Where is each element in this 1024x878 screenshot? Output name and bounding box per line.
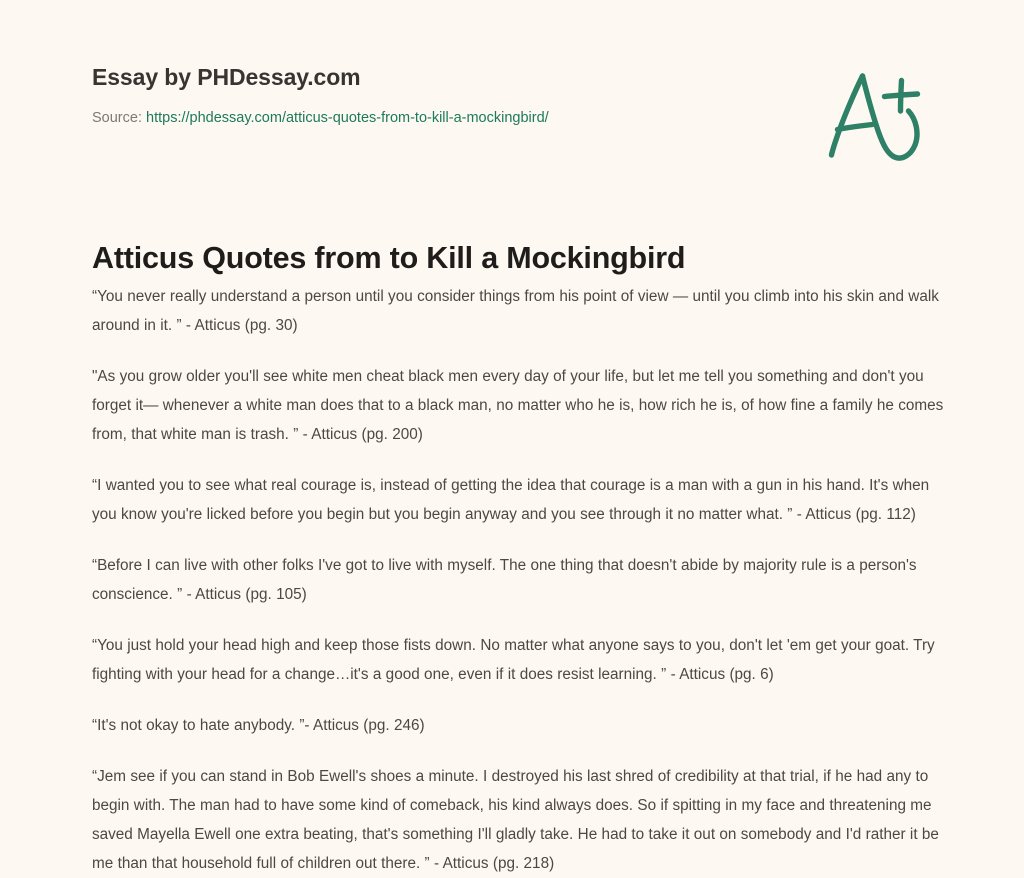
- document-body: [92, 282, 947, 878]
- brand-byline: Essay by PHDessay.com: [92, 64, 361, 90]
- page-title: Atticus Quotes from to Kill a Mockingbird: [92, 241, 686, 276]
- source-url-link[interactable]: https://phdessay.com/atticus-quotes-from-to-kill-a-mockingbird/: [146, 109, 549, 126]
- source-label: Source:: [92, 109, 142, 126]
- quote-paragraph: “Jem see if you can stand in Bob Ewell's shoes a minute. I destroyed his last shred of credibility at that trial, if he had any to begin with. The man had to have some kind of comeback, his kind always does. So if spitting in my face and threatening me saved Mayella Ewell one extra beating, that's something I'll gladly take. He had to take it out on somebody and I'd rather it be me than that household full of children out there. ” - Atticus (pg. 218): [92, 768, 939, 872]
- quote-paragraph: “I wanted you to see what real courage is, instead of getting the idea that courage is a man with a gun in his hand. It's when you know you're licked before you begin but you begin anyway and you see through it no matter what. ” - Atticus (pg. 112): [92, 477, 930, 523]
- quote-paragraph: “Before I can live with other folks I've got to live with myself. The one thing that doesn't abide by majority rule is a person's conscience. ” - Atticus (pg. 105): [92, 557, 917, 603]
- quote-paragraph: “You never really understand a person until you consider things from his point of view — until you climb into his skin and walk around in it. ” - Atticus (pg. 30): [92, 288, 939, 334]
- quote-paragraph: “It's not okay to hate anybody. ”- Atticus (pg. 246): [92, 717, 425, 734]
- quote-paragraph: "As you grow older you'll see white men cheat black men every day of your life, but let me tell you something and don't you forget it— whenever a white man does that to a black man, no matter who he is, how rich he is, of how fine a family he comes from, that white man is trash. ” - Atticus (pg. 200): [92, 368, 944, 443]
- quote-paragraph: “You just hold your head high and keep those fists down. No matter what anyone says to you, don't let 'em get your goat. Try fighting with your head for a change…it's a good one, even if it does resist learning. ” - Atticus (pg. 6): [92, 637, 935, 683]
- a-plus-logo: [812, 66, 937, 166]
- a-plus-logo-icon: [812, 66, 937, 166]
